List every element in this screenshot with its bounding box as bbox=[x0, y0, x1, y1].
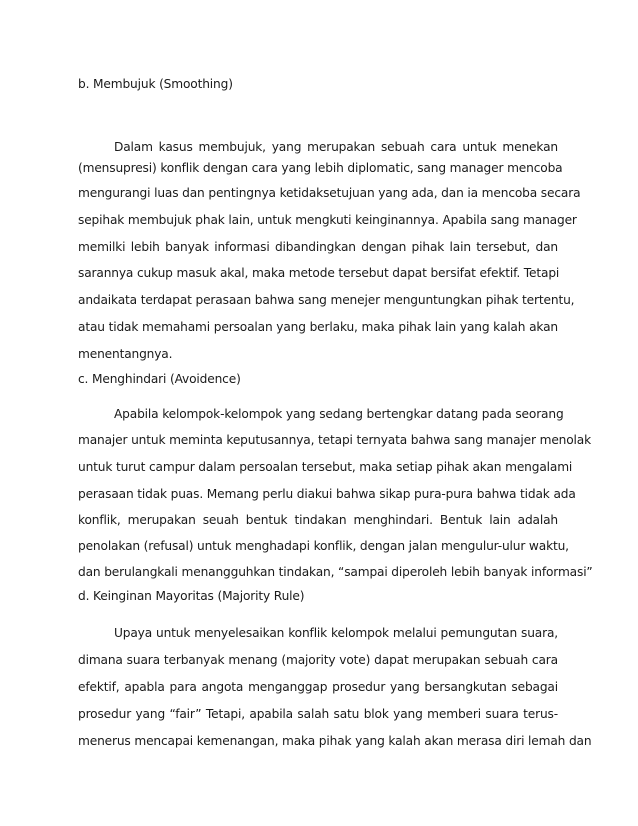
text-line: sepihak membujuk phak lain, untuk mengkuti keinginannya. Apabila sang manager bbox=[78, 213, 577, 227]
text-line: Apabila kelompok-kelompok yang sedang bertengkar datang pada seorang bbox=[114, 407, 564, 421]
text-line: Dalam kasus membujuk, yang merupakan sebuah cara untuk menekan bbox=[114, 140, 558, 154]
heading-mayoritas: d. Keinginan Mayoritas (Majority Rule) bbox=[78, 589, 305, 603]
text-line: (mensupresi) konflik dengan cara yang lebih diplomatic, sang manager mencoba bbox=[78, 161, 563, 175]
text-line: dan berulangkali menangguhkan tindakan, “sampai diperoleh lebih banyak informasi” bbox=[78, 565, 593, 579]
text-line: memilki lebih banyak informasi dibandingkan dengan pihak lain tersebut, dan bbox=[78, 240, 558, 254]
text-line: efektif, apabla para angota menganggap prosedur yang bersangkutan sebagai bbox=[78, 680, 558, 694]
text-line: prosedur yang “fair” Tetapi, apabila salah satu blok yang memberi suara terus- bbox=[78, 707, 558, 721]
heading-membujuk: b. Membujuk (Smoothing) bbox=[78, 77, 233, 91]
text-line: untuk turut campur dalam persoalan tersebut, maka setiap pihak akan mengalami bbox=[78, 460, 573, 474]
text-line: konflik, merupakan seuah bentuk tindakan menghindari. Bentuk lain adalah bbox=[78, 513, 558, 527]
text-line: manajer untuk meminta keputusannya, tetapi ternyata bahwa sang manajer menolak bbox=[78, 433, 592, 447]
text-line: menerus mencapai kemenangan, maka pihak yang kalah akan merasa diri lemah dan bbox=[78, 734, 592, 748]
text-line: perasaan tidak puas. Memang perlu diakui bahwa sikap pura-pura bahwa tidak ada bbox=[78, 487, 576, 501]
text-line: penolakan (refusal) untuk menghadapi konflik, dengan jalan mengulur-ulur waktu, bbox=[78, 539, 569, 553]
text-line: Upaya untuk menyelesaikan konflik kelompok melalui pemungutan suara, bbox=[114, 626, 558, 640]
text-line: mengurangi luas dan pentingnya ketidaksetujuan yang ada, dan ia mencoba secara bbox=[78, 186, 581, 200]
text-line: sarannya cukup masuk akal, maka metode tersebut dapat bersifat efektif. Tetapi bbox=[78, 266, 560, 280]
text-line: andaikata terdapat perasaan bahwa sang menejer menguntungkan pihak tertentu, bbox=[78, 293, 575, 307]
text-line: atau tidak memahami persoalan yang berlaku, maka pihak lain yang kalah akan bbox=[78, 320, 558, 334]
heading-menghindari: c. Menghindari (Avoidence) bbox=[78, 372, 241, 386]
text-line: menentangnya. bbox=[78, 347, 173, 361]
text-line: dimana suara terbanyak menang (majority vote) dapat merupakan sebuah cara bbox=[78, 653, 558, 667]
